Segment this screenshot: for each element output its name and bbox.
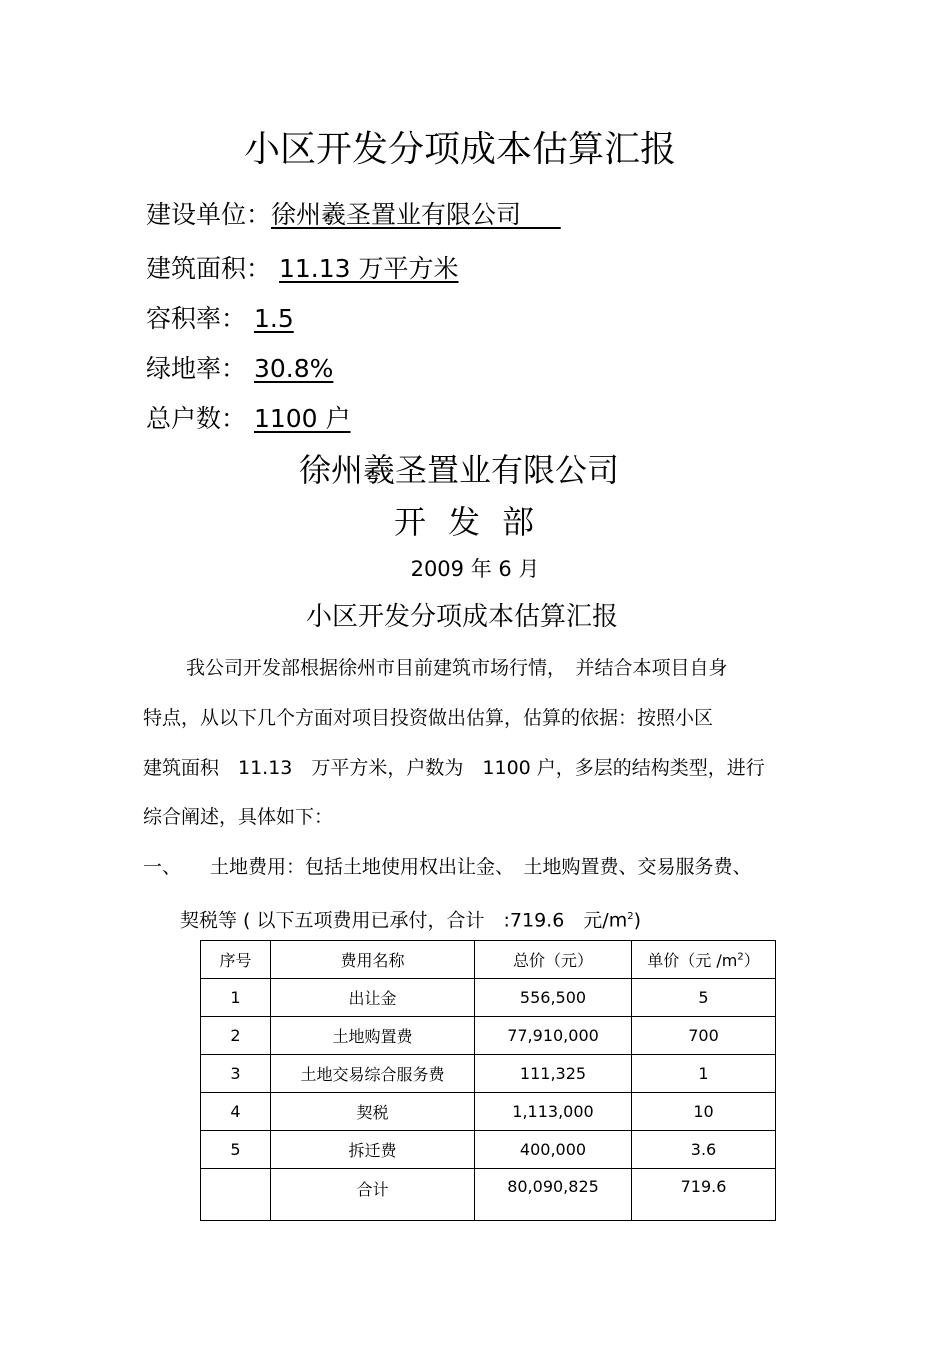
table-cell: 400,000 [475,1131,632,1169]
table-cell: 556,500 [475,979,632,1017]
department-name: 开发部 [393,503,556,541]
table-cell: 1 [201,979,271,1017]
table-row [201,979,776,1017]
superscript: 2 [737,951,744,963]
header-cell-unit-price [632,941,776,979]
info-label: 容积率： [146,304,247,333]
info-value: 11.13 万平方米 [278,254,459,283]
table-cell [201,1169,271,1221]
header-cell: 序号 [201,941,271,979]
info-building-area [146,252,459,286]
superscript: 2 [627,911,634,922]
report-date: 2009 年 6 月 [410,557,540,581]
section-number: 一、 [143,856,182,878]
table-cell: 2 [201,1017,271,1055]
table-cell: 1,113,000 [475,1093,632,1131]
cost-table [200,940,776,1221]
section-text-end: ) [633,909,641,932]
table-cell: 4 [201,1093,271,1131]
paragraph-line: 综合阐述，具体如下： [143,806,334,828]
info-value: 1100 户 [253,404,351,433]
section-line: 土地费用：包括土地使用权出让金、 土地购置费、交易服务费、 [210,856,752,878]
table-cell: 1 [632,1055,776,1093]
section-line-2 [180,904,641,933]
info-label: 建筑面积： [146,254,272,283]
table-row [201,1055,776,1093]
info-value: 1.5 [253,304,294,333]
table-cell: 3.6 [632,1131,776,1169]
table-row [201,1131,776,1169]
table-cell: 拆迁费 [271,1131,475,1169]
report-subtitle: 小区开发分项成本估算汇报 [305,602,618,632]
company-name: 徐州羲圣置业有限公司 [298,451,619,489]
table-cell: 土地购置费 [271,1017,475,1055]
table-cell: 5 [632,979,776,1017]
table-cell: 5 [201,1131,271,1169]
table-row [201,1017,776,1055]
table-cell: 出让金 [271,979,475,1017]
table-total-row [201,1169,776,1221]
info-households [146,402,351,436]
info-label: 绿地率： [146,354,247,383]
info-value: 徐州羲圣置业有限公司 [271,200,561,229]
paragraph-line: 建筑面积 11.13 万平方米，户数为 1100 户，多层的结构类型，进行 [143,757,765,779]
header-cell: 费用名称 [271,941,475,979]
document-title: 小区开发分项成本估算汇报 [243,129,676,170]
table-cell: 80,090,825 [475,1169,632,1221]
section-text: 契税等 ( 以下五项费用已承付，合计 :719.6 元/m [180,909,628,932]
header-text: 单价（元 /m [647,951,738,970]
info-label: 总户数： [146,404,247,433]
table-cell: 10 [632,1093,776,1131]
table-cell: 合计 [271,1169,475,1221]
header-text-end: ） [743,951,760,970]
table-cell: 77,910,000 [475,1017,632,1055]
info-green-rate [146,352,333,386]
table-cell: 3 [201,1055,271,1093]
header-cell: 总价（元） [475,941,632,979]
info-plot-ratio [146,302,294,336]
table-cell: 契税 [271,1093,475,1131]
table-header-row [201,941,776,979]
table-cell: 700 [632,1017,776,1055]
paragraph-line: 我公司开发部根据徐州市目前建筑市场行情， 并结合本项目自身 [186,657,728,679]
table-row [201,1093,776,1131]
info-construction-unit [146,198,561,232]
table-cell: 土地交易综合服务费 [271,1055,475,1093]
table-cell: 111,325 [475,1055,632,1093]
info-value: 30.8% [253,354,334,383]
table-cell: 719.6 [632,1169,776,1221]
paragraph-line: 特点，从以下几个方面对项目投资做出估算，估算的依据：按照小区 [143,707,714,729]
info-label: 建设单位： [146,200,272,229]
